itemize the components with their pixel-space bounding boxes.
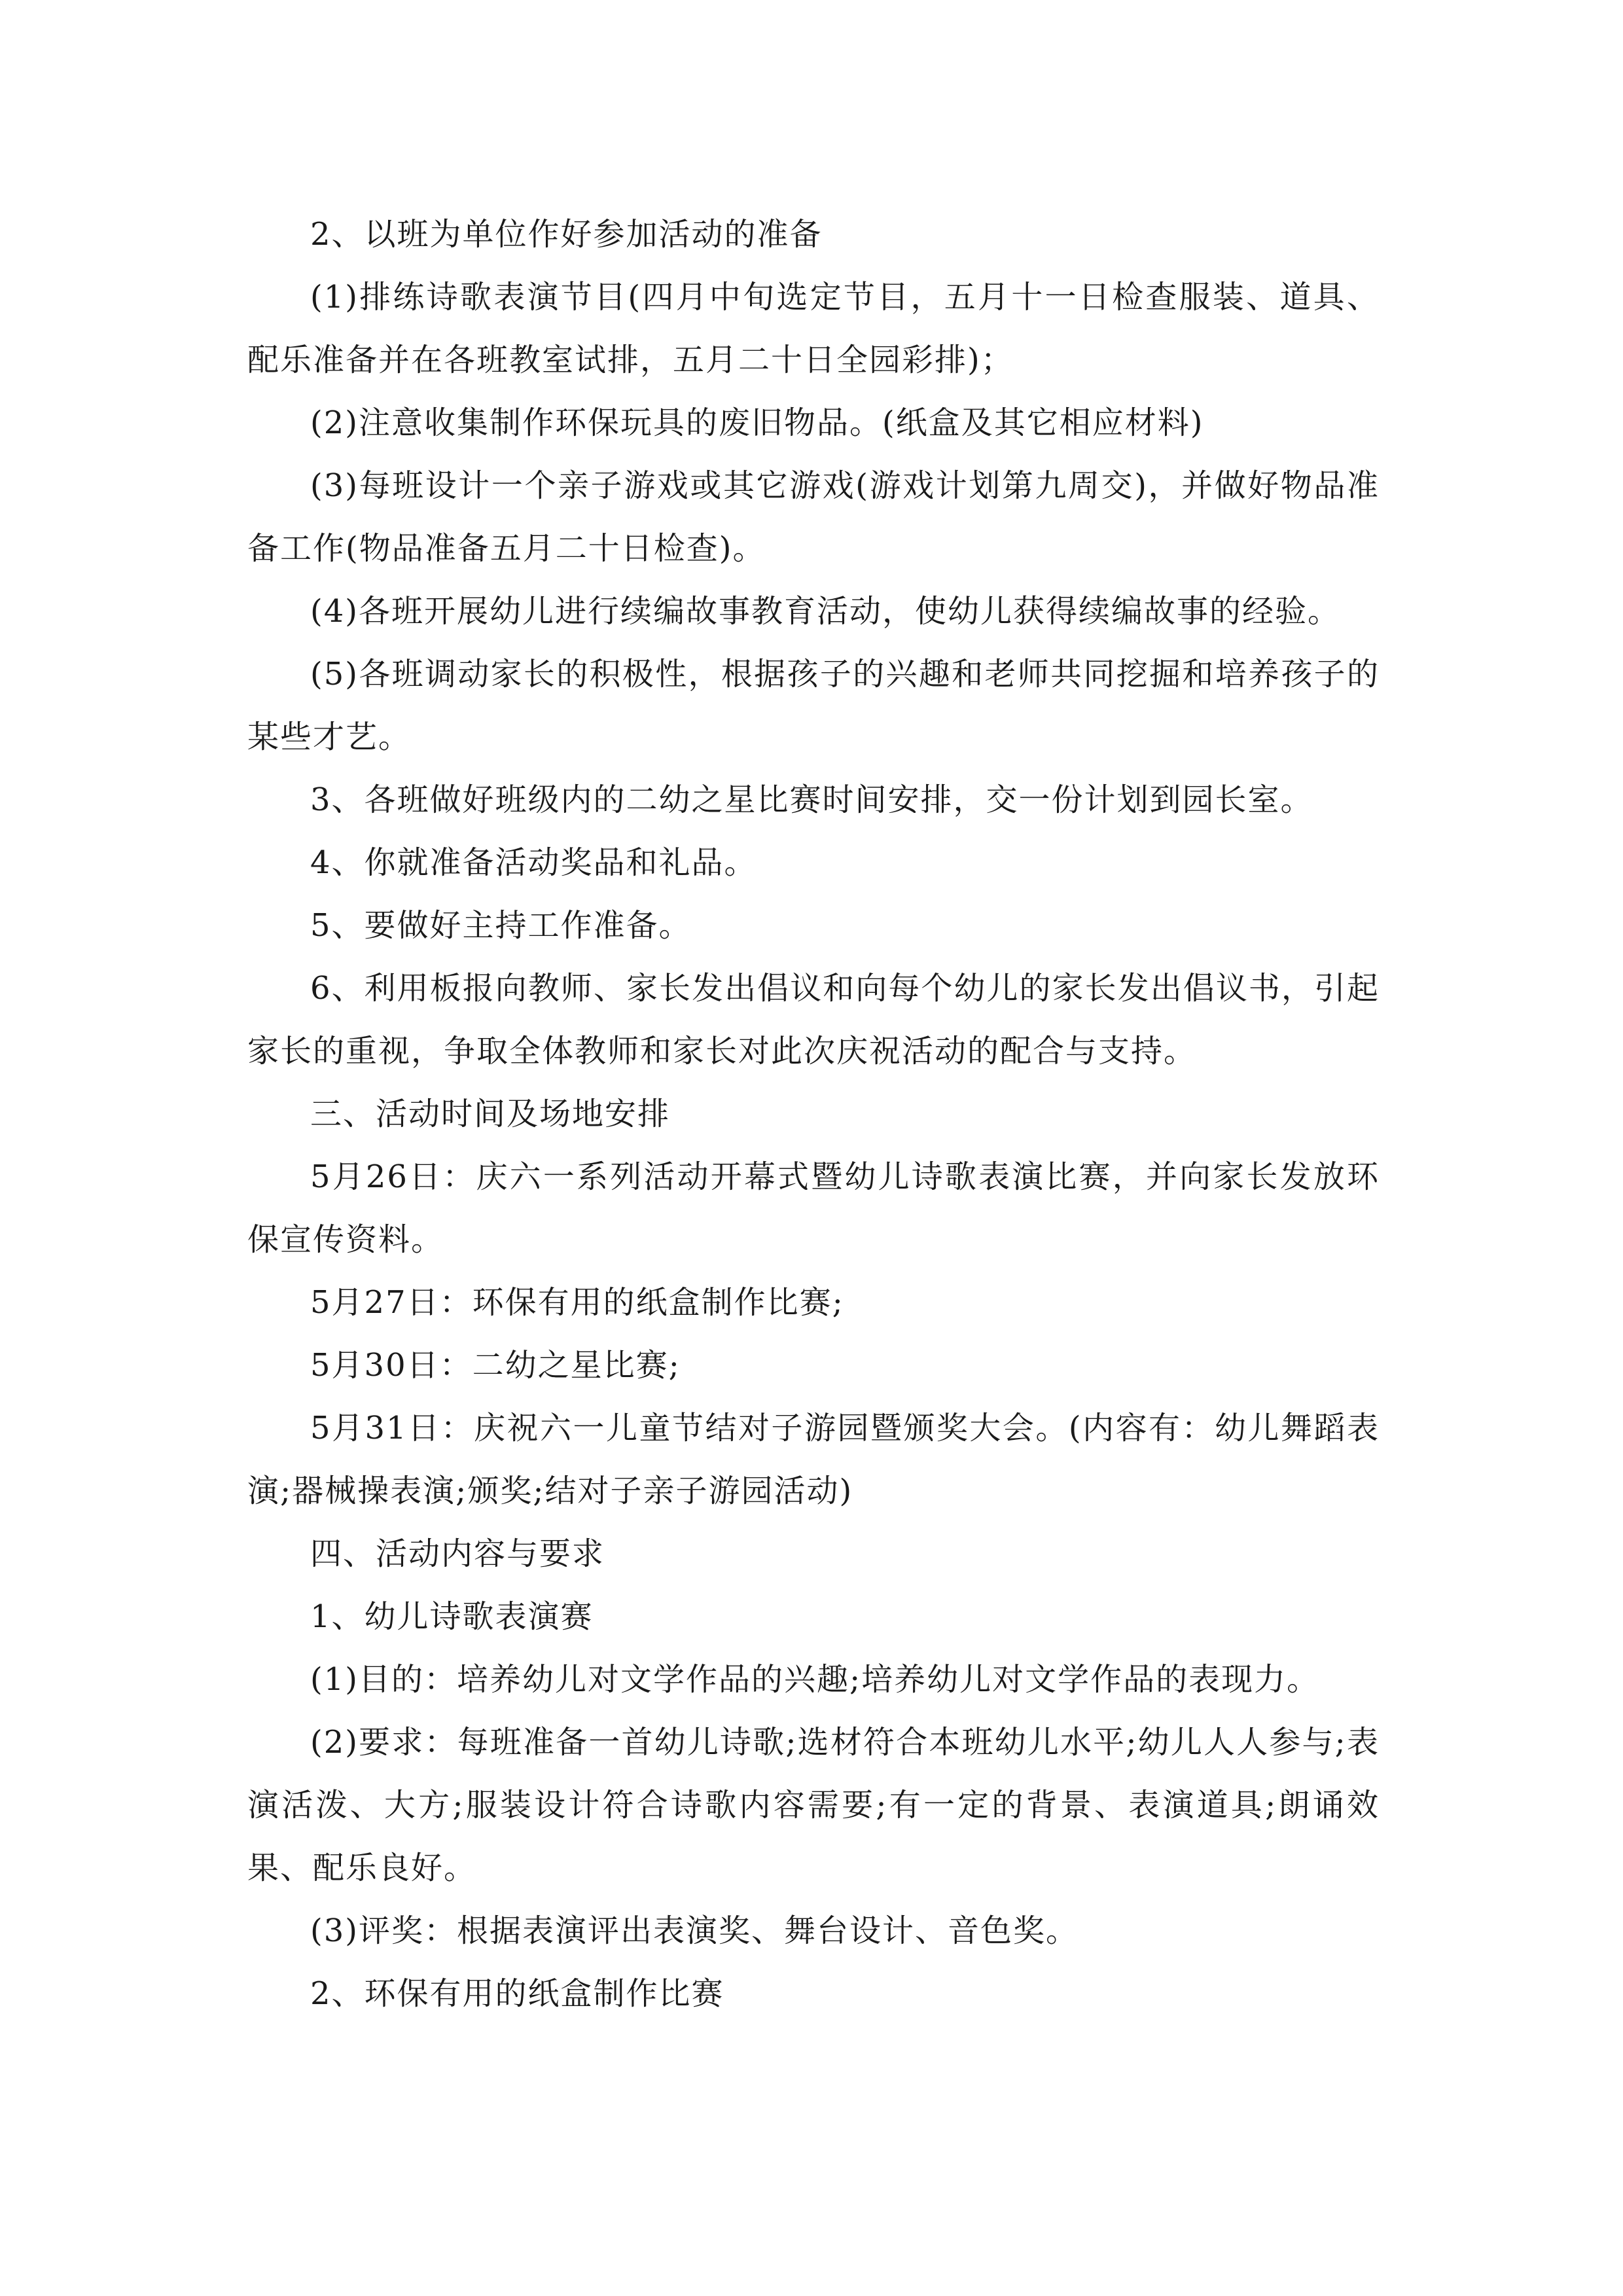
paragraph: 4、你就准备活动奖品和礼品。 <box>310 844 757 881</box>
schedule-item: 5月31日：庆祝六一儿童节结对子游园暨颁奖大会。(内容有：幼儿舞蹈表演;器械操表演;颁奖;结对子亲子游园活动) <box>247 1410 1380 1509</box>
paragraph: 6、利用板报向教师、家长发出倡议和向每个幼儿的家长发出倡议书，引起家长的重视，争取全体教师和家长对此次庆祝活动的配合与支持。 <box>247 970 1380 1069</box>
paragraph: (1)目的：培养幼儿对文学作品的兴趣;培养幼儿对文学作品的表现力。 <box>310 1661 1320 1698</box>
subsection-heading: 1、幼儿诗歌表演赛 <box>310 1598 594 1635</box>
paragraph: 5、要做好主持工作准备。 <box>310 907 692 944</box>
schedule-item: 5月26日：庆六一系列活动开幕式暨幼儿诗歌表演比赛，并向家长发放环保宣传资料。 <box>247 1158 1380 1258</box>
paragraph: (1)排练诗歌表演节目(四月中旬选定节目，五月十一日检查服装、道具、配乐准备并在各班教室试排，五月二十日全园彩排)； <box>247 279 1380 378</box>
paragraph: 3、各班做好班级内的二幼之星比赛时间安排，交一份计划到园长室。 <box>310 781 1313 818</box>
paragraph: (3)每班设计一个亲子游戏或其它游戏(游戏计划第九周交)，并做好物品准备工作(物品准备五月二十日检查)。 <box>247 467 1380 567</box>
section-heading: 四、活动内容与要求 <box>310 1535 605 1572</box>
subsection-heading: 2、环保有用的纸盒制作比赛 <box>310 1975 724 2012</box>
section-heading: 三、活动时间及场地安排 <box>310 1096 671 1132</box>
paragraph: (2)要求：每班准备一首幼儿诗歌;选材符合本班幼儿水平;幼儿人人参与;表演活泼、大方;服装设计符合诗歌内容需要;有一定的背景、表演道具;朗诵效果、配乐良好。 <box>247 1724 1380 1886</box>
paragraph: 2、以班为单位作好参加活动的准备 <box>310 216 823 253</box>
schedule-item: 5月27日：环保有用的纸盒制作比赛; <box>310 1284 844 1321</box>
schedule-item: 5月30日：二幼之星比赛; <box>310 1347 681 1384</box>
paragraph: (5)各班调动家长的积极性，根据孩子的兴趣和老师共同挖掘和培养孩子的某些才艺。 <box>247 656 1380 755</box>
paragraph: (2)注意收集制作环保玩具的废旧物品。(纸盒及其它相应材料) <box>310 404 1204 441</box>
paragraph: (4)各班开展幼儿进行续编故事教育活动，使幼儿获得续编故事的经验。 <box>310 593 1340 630</box>
paragraph: (3)评奖：根据表演评出表演奖、舞台设计、音色奖。 <box>310 1912 1079 1949</box>
document-body <box>247 203 1380 2025</box>
